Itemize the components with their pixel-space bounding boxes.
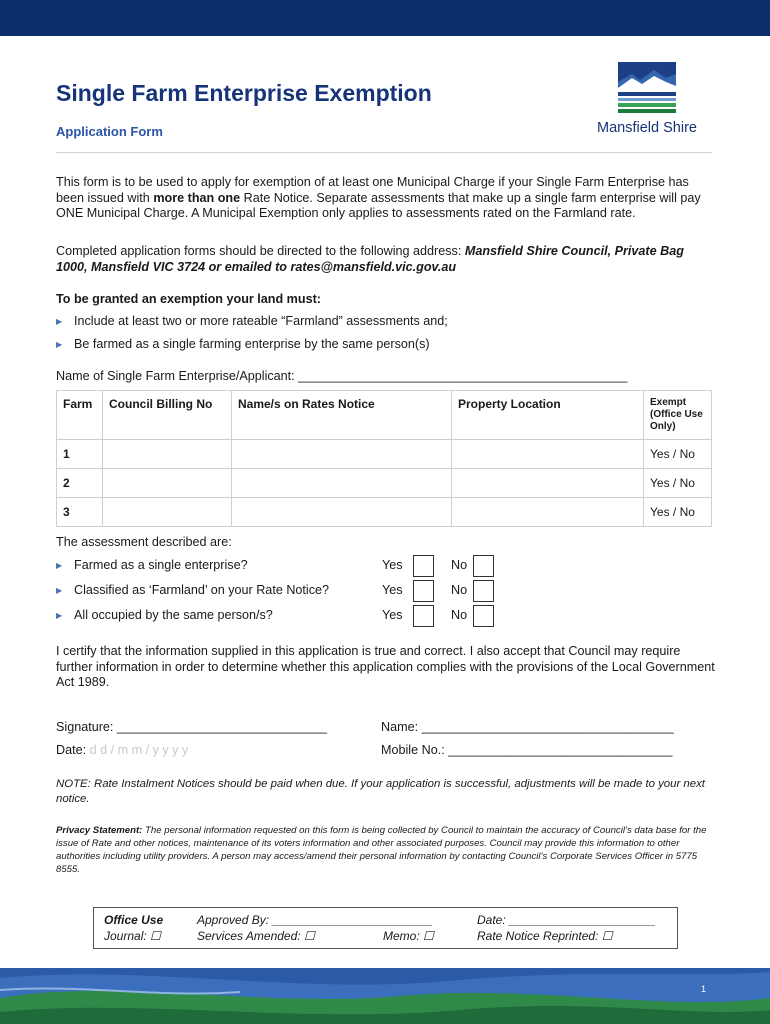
yes-label: Yes bbox=[382, 558, 403, 572]
names-cell[interactable] bbox=[232, 469, 452, 498]
requirement-item: ▶ Include at least two or more rateable “Farmland” assessments and; bbox=[56, 314, 448, 328]
page-number: 1 bbox=[701, 984, 707, 994]
mansfield-logo bbox=[580, 60, 714, 140]
memo-checkbox[interactable]: Memo: ☐ bbox=[383, 929, 434, 943]
approved-by-field[interactable]: Approved By: ________________________ bbox=[197, 913, 433, 927]
no-checkbox[interactable] bbox=[473, 555, 494, 577]
table-row bbox=[57, 498, 712, 527]
footer-wave-graphic bbox=[0, 968, 770, 1024]
signature-field[interactable]: Signature: ______________________________ bbox=[56, 720, 328, 734]
certification-statement: I certify that the information supplied in this application is true and correct. I also accept that Council may require further information in order to determine whether this application complies with the provisions of the Local Government Act 1989. bbox=[56, 644, 715, 689]
requirement-item: ▶ Be farmed as a single farming enterprise by the same person(s) bbox=[56, 337, 430, 351]
page-subtitle: Application Form bbox=[56, 124, 163, 139]
office-use-box bbox=[93, 907, 678, 949]
yes-label: Yes bbox=[382, 583, 403, 597]
name-field[interactable]: Name: ____________________________________ bbox=[381, 720, 674, 734]
triangle-bullet-icon: ▶ bbox=[56, 610, 63, 620]
col-header-location: Property Location bbox=[452, 391, 644, 440]
no-label: No bbox=[451, 608, 468, 622]
no-checkbox[interactable] bbox=[473, 605, 494, 627]
intro-paragraph-1: This form is to be used to apply for exemption of at least one Municipal Charge if your Single Farm Enterprise has been issued with more than one Rate Notice. Separate assessments that make up a single farm enterprise will pay ONE Municipal Charge. A Municipal Exemption only applies to assessments rated on the Farmland rate. bbox=[56, 175, 701, 220]
office-use-title: Office Use bbox=[104, 913, 164, 927]
farm-number: 2 bbox=[57, 469, 103, 498]
yes-checkbox[interactable] bbox=[413, 580, 434, 602]
table-row bbox=[57, 440, 712, 469]
triangle-bullet-icon: ▶ bbox=[56, 585, 63, 595]
col-header-farm: Farm bbox=[57, 391, 103, 440]
location-cell[interactable] bbox=[452, 440, 644, 469]
farm-number: 3 bbox=[57, 498, 103, 527]
question-text: Farmed as a single enterprise? bbox=[74, 558, 248, 572]
applicant-name-field[interactable]: Name of Single Farm Enterprise/Applicant: _______________________________________________ bbox=[56, 369, 628, 383]
mountain-logo-icon bbox=[580, 60, 714, 118]
names-cell[interactable] bbox=[232, 498, 452, 527]
names-cell[interactable] bbox=[232, 440, 452, 469]
page-title: Single Farm Enterprise Exemption bbox=[56, 80, 432, 106]
date-placeholder: d d / m m / y y y y bbox=[89, 743, 189, 757]
assessment-heading: The assessment described are: bbox=[56, 535, 232, 549]
services-amended-checkbox[interactable]: Services Amended: ☐ bbox=[197, 929, 315, 943]
assessment-question bbox=[56, 580, 516, 602]
billing-no-cell[interactable] bbox=[103, 498, 232, 527]
office-date-field[interactable]: Date: ______________________ bbox=[477, 913, 656, 927]
logo-text: Mansfield Shire bbox=[597, 120, 697, 136]
yes-label: Yes bbox=[382, 608, 403, 622]
exempt-cell: Yes / No bbox=[644, 469, 712, 498]
assessment-question bbox=[56, 555, 516, 577]
no-label: No bbox=[451, 558, 468, 572]
intro-paragraph-2: Completed application forms should be directed to the following address: Mansfield Shire Council, Private Bag 1000, Mansfield VIC 3724 or emailed to rates@mansfield.vic.gov.au bbox=[56, 244, 684, 274]
farm-number: 1 bbox=[57, 440, 103, 469]
question-text: Classified as ‘Farmland’ on your Rate Notice? bbox=[74, 583, 330, 597]
privacy-label: Privacy Statement: bbox=[56, 825, 143, 836]
billing-no-cell[interactable] bbox=[103, 440, 232, 469]
col-header-exempt: Exempt (Office Use Only) bbox=[644, 391, 712, 440]
table-header-row bbox=[57, 391, 712, 440]
triangle-bullet-icon: ▶ bbox=[56, 560, 63, 570]
rate-notice-reprinted-checkbox[interactable]: Rate Notice Reprinted: ☐ bbox=[477, 929, 613, 943]
triangle-bullet-icon: ▶ bbox=[56, 339, 63, 349]
top-banner bbox=[0, 0, 770, 36]
farm-table bbox=[56, 390, 712, 527]
location-cell[interactable] bbox=[452, 498, 644, 527]
mobile-field[interactable]: Mobile No.: ________________________________ bbox=[381, 743, 673, 757]
assessment-question bbox=[56, 605, 516, 627]
requirements-heading: To be granted an exemption your land must: bbox=[56, 292, 321, 306]
date-field[interactable] bbox=[56, 743, 188, 757]
location-cell[interactable] bbox=[452, 469, 644, 498]
no-checkbox[interactable] bbox=[473, 580, 494, 602]
billing-no-cell[interactable] bbox=[103, 469, 232, 498]
journal-checkbox[interactable]: Journal: ☐ bbox=[104, 929, 161, 943]
question-text: All occupied by the same person/s? bbox=[74, 608, 273, 622]
header-divider bbox=[56, 152, 712, 153]
yes-checkbox[interactable] bbox=[413, 605, 434, 627]
no-label: No bbox=[451, 583, 468, 597]
address-text: Mansfield Shire Council, Private Bag 1000, Mansfield VIC 3724 or emailed to rates@mansfield.vic.gov.au bbox=[56, 244, 684, 274]
date-label: Date: bbox=[56, 743, 90, 757]
privacy-statement: Privacy Statement: The personal information requested on this form is being collected by Council to maintain the accuracy of Council’s data base for the issue of Rate and other notices, maintenance of its voters information and other associated purposes. Council may provide this information to other authorities including utility providers. A person may access/amend their personal information by contacting Council’s Corporate Services Officer in 5775 8555. bbox=[56, 825, 707, 875]
exempt-cell: Yes / No bbox=[644, 440, 712, 469]
table-row bbox=[57, 469, 712, 498]
note-text: NOTE: Rate Instalment Notices should be paid when due. If your application is successful, adjustments will be made to your next notice. bbox=[56, 778, 705, 805]
exempt-cell: Yes / No bbox=[644, 498, 712, 527]
col-header-billing: Council Billing No bbox=[103, 391, 232, 440]
triangle-bullet-icon: ▶ bbox=[56, 316, 63, 326]
yes-checkbox[interactable] bbox=[413, 555, 434, 577]
col-header-names: Name/s on Rates Notice bbox=[232, 391, 452, 440]
